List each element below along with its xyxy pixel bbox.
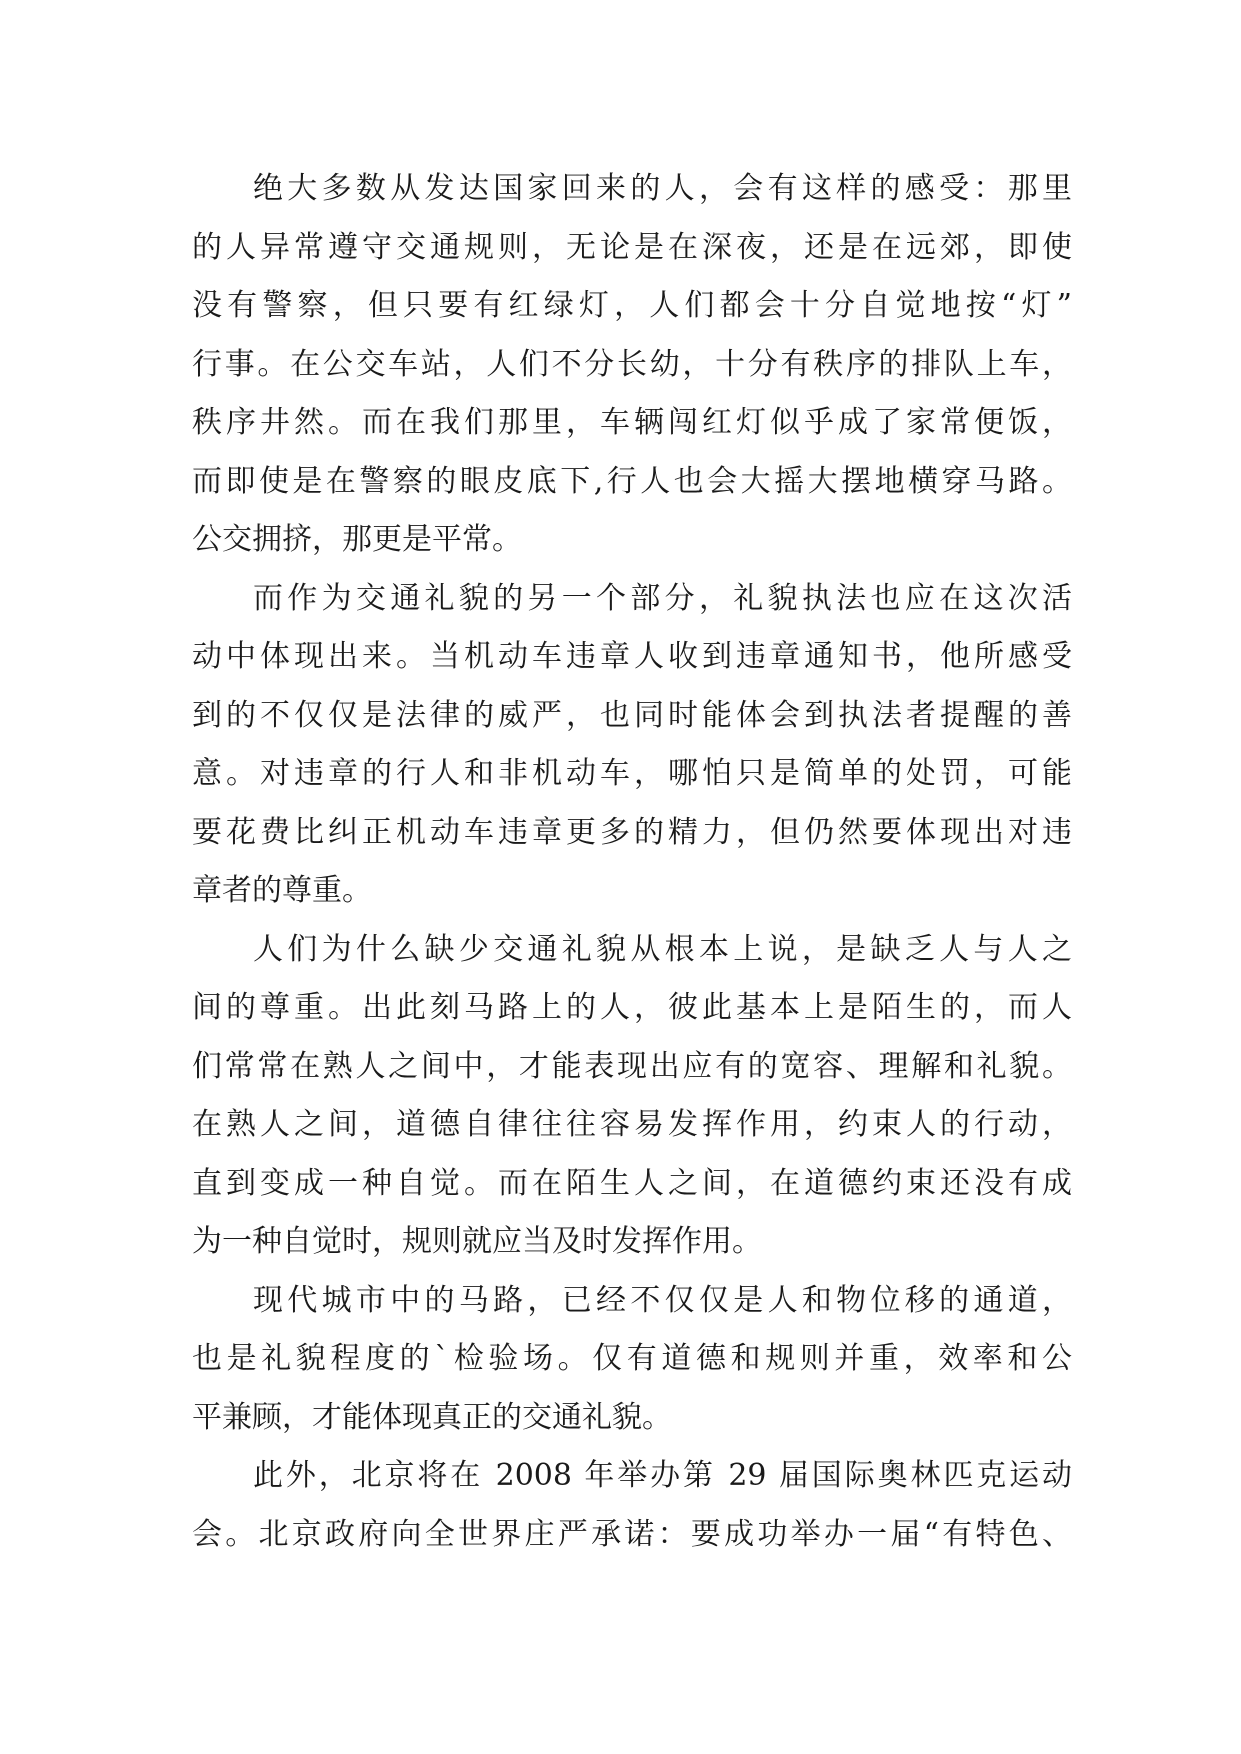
paragraph-2-line-1: 而作为交通礼貌的另一个部分，礼貌执法也应在这次活: [253, 580, 1072, 616]
paragraph-3-line-4: 在熟人之间，道德自律往往容易发挥作用，约束人的行动，: [192, 1107, 1072, 1142]
paragraph-1-line-6: 而即使是在警察的眼皮底下,行人也会大摇大摆地横穿马路。: [192, 463, 1072, 499]
paragraph-1-line-3: 没有警察，但只要有红绿灯，人们都会十分自觉地按“灯”: [192, 288, 1072, 323]
paragraph-3-line-5: 直到变成一种自觉。而在陌生人之间，在道德约束还没有成: [192, 1165, 1072, 1201]
paragraph-3-line-6: 为一种自觉时，规则就应当及时发挥作用。: [192, 1224, 762, 1259]
paragraph-1-line-7: 公交拥挤，那更是平常。: [192, 522, 522, 557]
paragraph-2-line-2: 动中体现出来。当机动车违章人收到违章通知书，他所感受: [192, 639, 1072, 674]
paragraph-2-line-6: 章者的尊重。: [192, 873, 372, 908]
paragraph-2-line-4: 意。对违章的行人和非机动车，哪怕只是简单的处罚，可能: [192, 756, 1072, 791]
paragraph-1-line-5: 秩序井然。而在我们那里，车辆闯红灯似乎成了家常便饭，: [192, 405, 1072, 440]
document-body: [192, 160, 1072, 1564]
paragraph-4-line-1: 现代城市中的马路，已经不仅仅是人和物位移的通道，: [253, 1282, 1072, 1318]
paragraph-1-line-2: 的人异常遵守交通规则，无论是在深夜，还是在远郊，即使: [192, 229, 1072, 265]
paragraph-4-line-3: 平兼顾，才能体现真正的交通礼貌。: [192, 1399, 672, 1435]
paragraph-5-line-1: 此外，北京将在 2008 年举办第 29 届国际奥林匹克运动: [253, 1458, 1072, 1493]
paragraph-3-line-3: 们常常在熟人之间中，才能表现出应有的宽容、理解和礼貌。: [192, 1048, 1072, 1084]
paragraph-1-line-4: 行事。在公交车站，人们不分长幼，十分有秩序的排队上车，: [192, 346, 1072, 382]
paragraph-4-line-2: 也是礼貌程度的`检验场。仅有道德和规则并重，效率和公: [192, 1341, 1072, 1376]
paragraph-3-line-1: 人们为什么缺少交通礼貌从根本上说，是缺乏人与人之: [253, 931, 1072, 967]
paragraph-5-line-2: 会。北京政府向全世界庄严承诺：要成功举办一届“有特色、: [192, 1516, 1072, 1552]
paragraph-2-line-3: 到的不仅仅是法律的威严，也同时能体会到执法者提醒的善: [192, 697, 1072, 733]
paragraph-1-line-1: 绝大多数从发达国家回来的人，会有这样的感受：那里: [253, 171, 1072, 206]
paragraph-2-line-5: 要花费比纠正机动车违章更多的精力，但仍然要体现出对违: [192, 814, 1072, 850]
paragraph-3-line-2: 间的尊重。出此刻马路上的人，彼此基本上是陌生的，而人: [192, 990, 1072, 1025]
